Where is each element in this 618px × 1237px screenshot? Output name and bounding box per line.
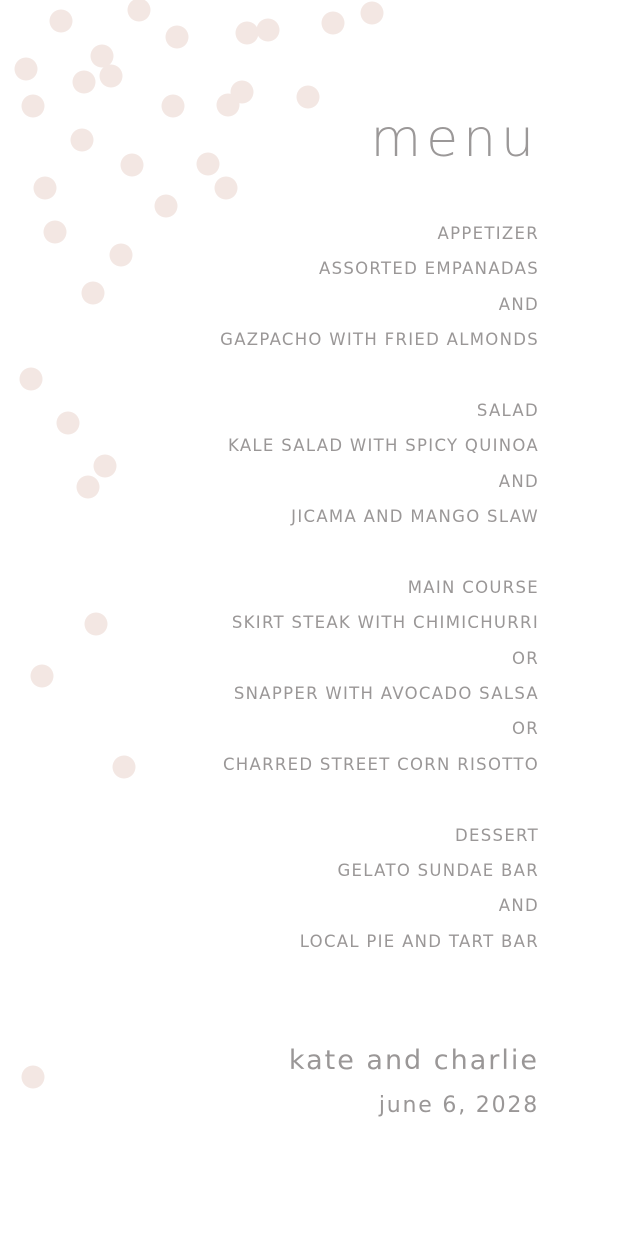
- confetti-dot: [162, 95, 185, 118]
- menu-item: CHARRED STREET CORN RISOTTO: [222, 754, 539, 774]
- confetti-dot: [322, 12, 345, 35]
- section-spacer: [19, 535, 539, 570]
- confetti-dot: [297, 86, 320, 109]
- section-heading-dessert: DESSERT: [455, 825, 539, 845]
- confetti-dot: [257, 19, 280, 42]
- confetti-dot: [22, 95, 45, 118]
- menu-item: LOCAL PIE AND TART BAR: [299, 931, 539, 951]
- confetti-dot: [50, 10, 73, 33]
- confetti-dot: [215, 177, 238, 200]
- menu-item: ASSORTED EMPANADAS: [319, 259, 539, 279]
- confetti-dot: [22, 1066, 45, 1089]
- section-heading-salad: SALAD: [476, 400, 539, 420]
- confetti-dot: [128, 0, 151, 22]
- confetti-dot: [100, 65, 123, 88]
- confetti-dot: [197, 153, 220, 176]
- page-title: menu: [370, 109, 539, 169]
- menu-connector: OR: [511, 648, 539, 668]
- menu-connector: AND: [498, 471, 539, 491]
- menu-item: KALE SALAD WITH SPICY QUINOA: [228, 436, 539, 456]
- confetti-dot: [73, 71, 96, 94]
- confetti-dot: [34, 177, 57, 200]
- event-date: june 6, 2028: [378, 1093, 539, 1118]
- menu-item: GAZPACHO WITH FRIED ALMONDS: [220, 330, 539, 350]
- confetti-dot: [155, 195, 178, 218]
- confetti-dot: [236, 22, 259, 45]
- confetti-dot: [71, 129, 94, 152]
- menu-item: SKIRT STEAK WITH CHIMICHURRI: [231, 613, 539, 633]
- confetti-dot: [91, 45, 114, 68]
- section-spacer: [19, 782, 539, 817]
- menu-item: JICAMA AND MANGO SLAW: [291, 507, 539, 527]
- section-spacer: [19, 358, 539, 393]
- menu-item: GELATO SUNDAE BAR: [337, 861, 539, 881]
- confetti-dot: [166, 26, 189, 49]
- section-heading-main-course: MAIN COURSE: [407, 577, 539, 597]
- confetti-dot: [121, 154, 144, 177]
- menu-list: [19, 216, 539, 959]
- menu-connector: AND: [498, 294, 539, 314]
- menu-item: SNAPPER WITH AVOCADO SALSA: [233, 684, 539, 704]
- couple-names: kate and charlie: [288, 1045, 539, 1076]
- confetti-dot: [361, 2, 384, 25]
- menu-connector: OR: [511, 719, 539, 739]
- menu-connector: AND: [498, 896, 539, 916]
- section-heading-appetizer: APPETIZER: [437, 224, 539, 243]
- confetti-dot: [15, 58, 38, 81]
- confetti-dot: [231, 81, 254, 104]
